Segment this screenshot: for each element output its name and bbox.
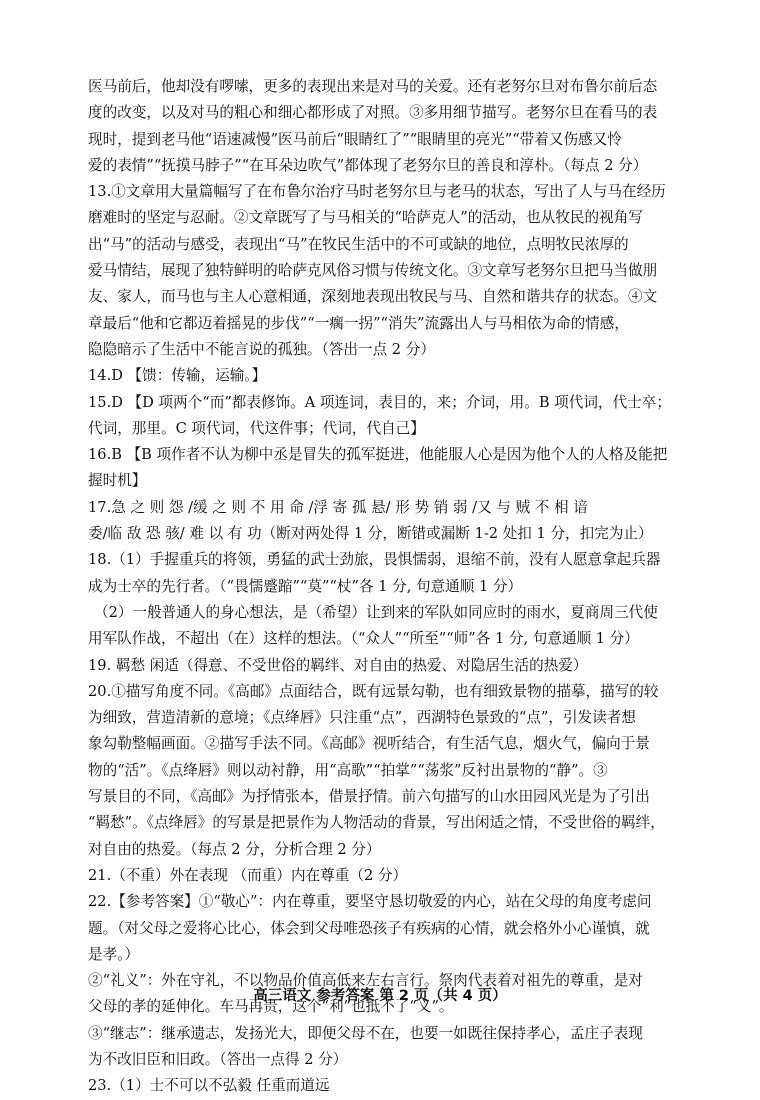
text-line: 21.（不重）外在表现 （而重）内在尊重（2 分） bbox=[88, 866, 408, 884]
answer-text-body bbox=[88, 74, 686, 1100]
text-line: 对自由的热爱。（每点 2 分，分析合理 2 分） bbox=[88, 840, 381, 858]
text-line: 13.①文章用大量篇幅写了在布鲁尔治疗马时老努尔旦与老马的状态，写出了人与马在经历 bbox=[88, 183, 666, 201]
text-line: “羁愁”。《点绛唇》的写景是把景作为人物活动的背景，写出闲适之情，不受世俗的羁绊， bbox=[88, 814, 665, 832]
text-line: 18.（1）手握重兵的将领，勇猛的武士劲旅，畏惧懦弱，退缩不前，没有人愿意拿起兵器 bbox=[88, 551, 661, 569]
text-line: ②“礼义”：外在守礼，不以物品价值高低来左右言行。祭肉代表着对祖先的尊重，是对 bbox=[88, 972, 643, 990]
text-line: 友、家人，而马也与主人心意相通，深刻地表现出牧民与马、自然和谐共存的状态。④文 bbox=[88, 288, 658, 306]
text-line: 爱马情结，展现了独特鲜明的哈萨克风俗习惯与传统文化。③文章写老努尔旦把马当做朋 bbox=[88, 262, 658, 280]
text-line: 成为士卒的先行者。（“畏懦蹙蹜”“莫”“杖”各 1 分, 句意通顺 1 分） bbox=[88, 577, 523, 595]
text-line: 爱的表情”“抚摸马脖子”“在耳朵边吹气”都体现了老努尔旦的善良和淳朴。（每点 2 分） bbox=[88, 156, 648, 174]
text-line: 代词，那里。C 项代词，代这件事；代词，代自己】 bbox=[88, 419, 425, 437]
text-line: 题。（对父母之爱将心比心，体会到父母唯恐孩子有疾病的心情，就会格外小心谨慎，就 bbox=[88, 919, 650, 937]
text-line: 19. 羁愁 闲适（得意、不受世俗的羁绊、对自由的热爱、对隐居生活的热爱） bbox=[88, 656, 588, 674]
text-line: 20.①描写角度不同。《高邮》点面结合，既有远景勾勒，也有细致景物的描摹，描写的较 bbox=[88, 682, 659, 700]
text-line: 隐隐暗示了生活中不能言说的孤独。（答出一点 2 分） bbox=[88, 340, 435, 358]
text-line: 医马前后，他却没有啰嗦，更多的表现出来是对马的关爱。还有老努尔旦对布鲁尔前后态 bbox=[88, 78, 658, 95]
text-line: 为不改旧臣和旧政。（答出一点得 2 分） bbox=[88, 1050, 348, 1068]
text-line: （2）一般普通人的身心想法，是（希望）让到来的军队如同应时的雨水，夏商周三代使 bbox=[94, 603, 658, 621]
text-line: 磨难时的坚定与忍耐。②文章既写了与马相关的“哈萨克人”的活动，也从牧民的视角写 bbox=[88, 209, 643, 227]
text-line: 16.B 【B 项作者不认为柳中丞是冒失的孤军挺进，他能服人心是因为他个人的人格及能把 bbox=[88, 446, 668, 464]
text-line: 写景目的不同，《高邮》为抒情张本，借景抒情。前六句描写的山水田园风光是为了引出 bbox=[88, 788, 650, 806]
text-line: 象勾勒整幅画面。②描写手法不同。《高邮》视听结合，有生活气息，烟火气，偏向于景 bbox=[88, 735, 650, 753]
text-line: 物的“活”。《点绛唇》则以动衬静，用“高歌”“拍掌”“荡浆”反衬出景物的“静”。③ bbox=[88, 761, 608, 779]
text-line: 17.急 之 则 怨 /缓 之 则 不 用 命 /浮 寄 孤 悬/ 形 势 销 弱 /又 与 贼 不 相 谙 bbox=[88, 498, 588, 516]
page-footer: 高三语文 参考答案 第 2 页（共 4 页） bbox=[253, 988, 507, 1004]
text-line: 为细致，营造清新的意境；《点绛唇》只注重“点”，西湖特色景致的“点”，引发读者想 bbox=[88, 709, 636, 727]
text-line: 章最后“他和它都迈着摇晃的步伐”“一瘸一拐”“消失”流露出人与马相依为命的情感， bbox=[88, 314, 629, 332]
text-line: 现时，提到老马他“语速减慢”医马前后“眼睛红了”“眼睛里的亮光”“带着又伤感又怜 bbox=[88, 130, 622, 148]
text-line: 23.（1）士不可以不弘毅 任重而道远 bbox=[88, 1077, 330, 1095]
text-line: 用军队作战，不超出（在）这样的想法。（“众人”“所至”“师”各 1 分, 句意通顺 1 分） bbox=[88, 630, 639, 648]
text-line: ③“继志”：继承遗志，发扬光大，即便父母不在，也要一如既往保持孝心，孟庄子表现 bbox=[88, 1024, 643, 1042]
text-line: 15.D 【D 项两个“而”都表修饰。A 项连词，表目的，来；介词，用。B 项代词，代士卒； bbox=[88, 393, 671, 411]
text-line: 是孝。） bbox=[88, 945, 140, 963]
text-line: 14.D 【馈：传输，运输。】 bbox=[88, 367, 267, 385]
text-line: 父母的孝的延伸化。车马再贵，这个“利”也抵不了“义”。 bbox=[88, 998, 454, 1016]
text-line: 度的改变，以及对马的粗心和细心都形成了对照。③多用细节描写。老努尔旦在看马的表 bbox=[88, 104, 658, 122]
text-line: 22.【参考答案】①“敬心”：内在尊重，要坚守恳切敬爱的内心，站在父母的角度考虑问 bbox=[88, 893, 652, 911]
text-line: 委/临 敌 恐 骇/ 难 以 有 功（断对两处得 1 分，断错或漏断 1-2 处扣 1 分，扣完为止） bbox=[88, 525, 653, 543]
text-line: 握时机】 bbox=[88, 472, 147, 490]
text-line: 出“马”的活动与感受，表现出“马”在牧民生活中的不可或缺的地位，点明牧民浓厚的 bbox=[88, 235, 629, 253]
